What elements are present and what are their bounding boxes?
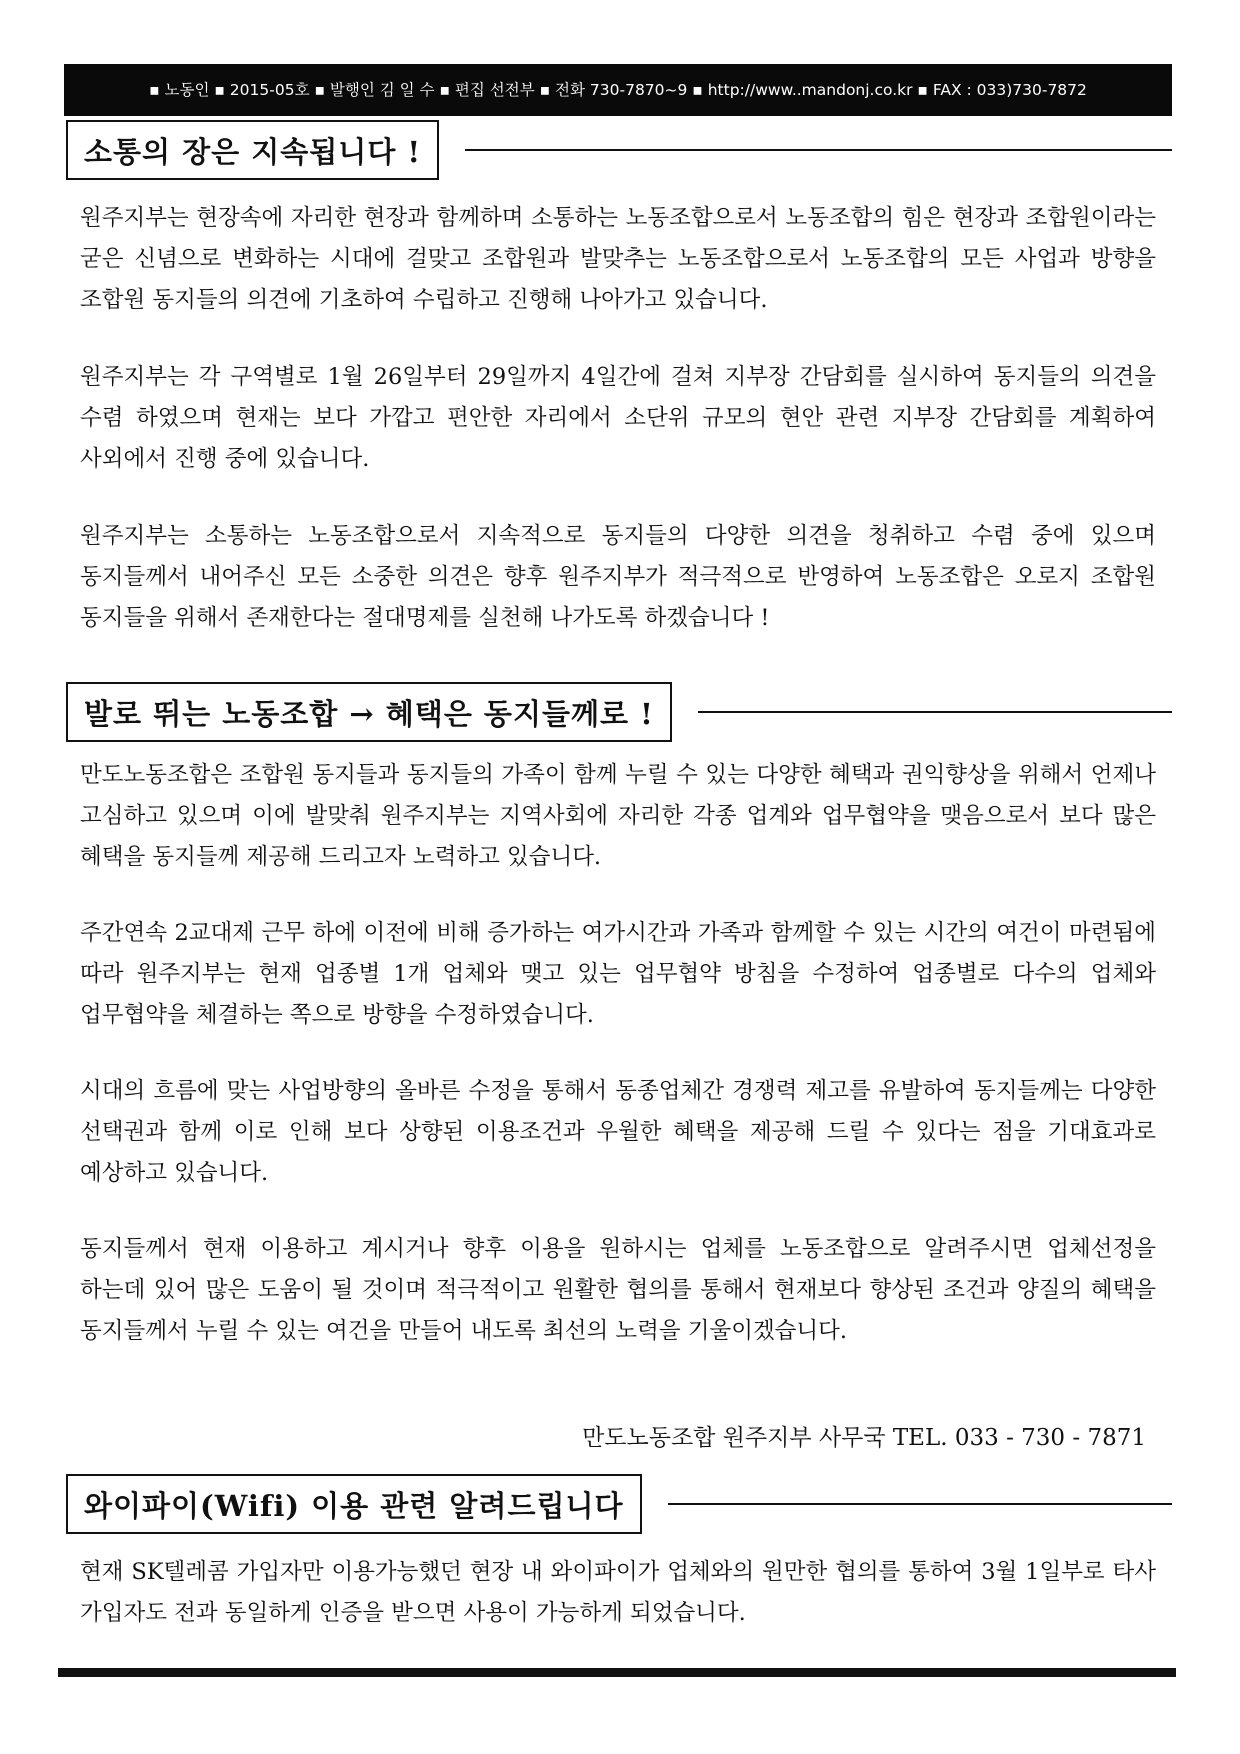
heading-rule — [465, 149, 1172, 151]
section-title-box — [66, 682, 672, 742]
section-title-box — [66, 1474, 642, 1534]
paragraph: 만도노동조합은 조합원 동지들과 동지들의 가족이 함께 누릴 수 있는 다양한 혜택과 권익향상을 위해서 언제나 고심하고 있으며 이에 발맞춰 원주지부는 지역사회에 자리한 각종 업계와 업무협약을 맺음으로서 보다 많은 혜택을 동지들께 제공해 드리고자 노력하고 있습니다. — [80, 762, 1156, 870]
section-title: 와이파이(Wifi) 이용 관련 알려드립니다 — [84, 1488, 624, 1523]
section-heading-communication — [66, 118, 1172, 182]
paragraph: 원주지부는 소통하는 노동조합으로서 지속적으로 동지들의 다양한 의견을 청취하고 수렴 중에 있으며 동지들께서 내어주신 모든 소중한 의견은 향후 원주지부가 적극적으로 반영하여 노동조합은 오로지 조합원 동지들을 위해서 존재한다는 절대명제를 실천해 나가도록 하겠습니다 ! — [80, 523, 1156, 631]
paragraph: 현재 SK텔레콤 가입자만 이용가능했던 현장 내 와이파이가 업체와의 원만한 협의를 통하여 3월 1일부로 타사 가입자도 전과 동일하게 인증을 받으면 사용이 가능하게 되었습니다. — [80, 1559, 1156, 1626]
office-contact-signature: 만도노동조합 원주지부 사무국 TEL. 033 - 730 - 7871 — [582, 1425, 1146, 1451]
heading-rule — [698, 711, 1172, 713]
heading-rule — [668, 1503, 1173, 1505]
footer-rule — [58, 1668, 1176, 1677]
section-heading-wifi — [66, 1472, 1172, 1536]
paragraph: 원주지부는 현장속에 자리한 현장과 함께하며 소통하는 노동조합으로서 노동조합의 힘은 현장과 조합원이라는 굳은 신념으로 변화하는 시대에 걸맞고 조합원과 발맞추는 노동조합으로서 노동조합의 모든 사업과 방향을 조합원 동지들의 의견에 기초하여 수립하고 진행해 나아가고 있습니다. — [80, 205, 1156, 313]
masthead-bar — [64, 64, 1172, 116]
section-title: 발로 뛰는 노동조합 → 혜택은 동지들께로 ! — [84, 696, 654, 731]
masthead-text: ▪ 노동인 ▪ 2015-05호 ▪ 발행인 김 일 수 ▪ 편집 선전부 ▪ 전화 730-7870~9 ▪ http://www..mandonj.co.kr ▪ FAX : 033)730-7872 — [149, 81, 1087, 99]
section-heading-benefits — [66, 680, 1172, 744]
paragraph: 원주지부는 각 구역별로 1월 26일부터 29일까지 4일간에 걸쳐 지부장 간담회를 실시하여 동지들의 의견을 수렴 하였으며 현재는 보다 가깝고 편안한 자리에서 소단위 규모의 현안 관련 지부장 간담회를 계획하여 사외에서 진행 중에 있습니다. — [80, 364, 1156, 472]
section-title-box — [66, 120, 439, 180]
paragraph: 시대의 흐름에 맞는 사업방향의 올바른 수정을 통해서 동종업체간 경쟁력 제고를 유발하여 동지들께는 다양한 선택권과 함께 이로 인해 보다 상향된 이용조건과 우월한 혜택을 제공해 드릴 수 있다는 점을 기대효과로 예상하고 있습니다. — [80, 1078, 1156, 1186]
section-title: 소통의 장은 지속됩니다 ! — [84, 134, 422, 169]
paragraph: 동지들께서 현재 이용하고 계시거나 향후 이용을 원하시는 업체를 노동조합으로 알려주시면 업체선정을 하는데 있어 많은 도움이 될 것이며 적극적이고 원활한 협의를 통해서 현재보다 향상된 조건과 양질의 혜택을 동지들께서 누릴 수 있는 여건을 만들어 내도록 최선의 노력을 기울이겠습니다. — [80, 1236, 1156, 1344]
paragraph: 주간연속 2교대제 근무 하에 이전에 비해 증가하는 여가시간과 가족과 함께할 수 있는 시간의 여건이 마련됨에 따라 원주지부는 현재 업종별 1개 업체와 맺고 있는 업무협약 방침을 수정하여 업종별로 다수의 업체와 업무협약을 체결하는 쪽으로 방향을 수정하였습니다. — [80, 920, 1156, 1028]
